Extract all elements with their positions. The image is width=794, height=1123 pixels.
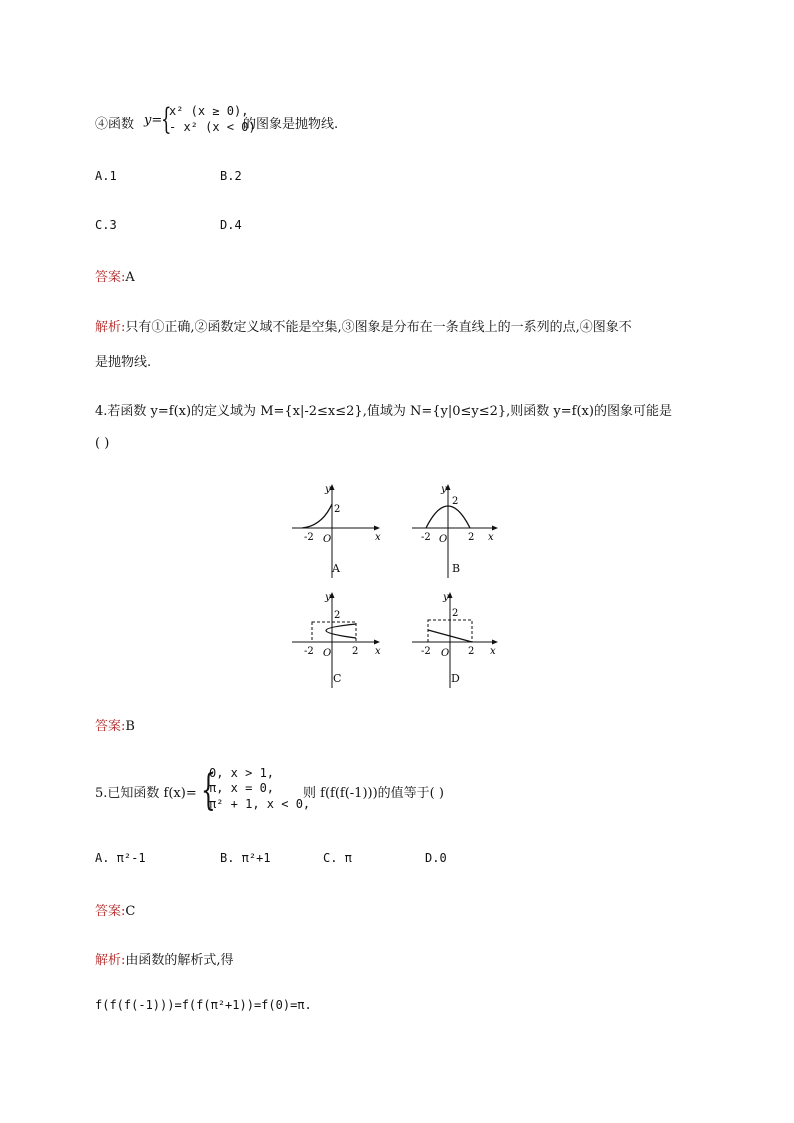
axis-x-label: x bbox=[375, 646, 381, 657]
q5-suffix: 则 f(f(f(-1)))的值等于( ) bbox=[303, 786, 444, 801]
q5-option-b: B. π²+1 bbox=[220, 851, 271, 865]
origin-label: O bbox=[323, 534, 332, 545]
y-tick-2: 2 bbox=[452, 608, 459, 619]
graph-c bbox=[288, 590, 388, 690]
q5-prefix: 5.已知函数 f(x)= bbox=[95, 786, 197, 801]
graph-a-letter: A bbox=[332, 562, 340, 575]
answer-prev bbox=[95, 266, 135, 285]
analysis-label: 解析: bbox=[95, 953, 126, 968]
axis-x-label: x bbox=[488, 532, 494, 543]
graph-d-letter: D bbox=[451, 672, 460, 685]
answer-value: C bbox=[125, 904, 136, 919]
answer-q5 bbox=[95, 900, 135, 919]
item4-case2: - x² (x < 0) bbox=[169, 120, 256, 134]
origin-label: O bbox=[441, 648, 450, 659]
y-tick-2: 2 bbox=[452, 496, 459, 507]
x-tick-neg2: -2 bbox=[421, 532, 431, 543]
q5-option-c: C. π bbox=[323, 851, 352, 865]
axis-x-label: x bbox=[375, 532, 381, 543]
option-d: D.4 bbox=[220, 218, 242, 232]
x-tick-neg2: -2 bbox=[304, 532, 314, 543]
axis-y-label: y bbox=[443, 592, 449, 603]
x-tick-2: 2 bbox=[468, 646, 475, 657]
x-tick-neg2: -2 bbox=[304, 646, 314, 657]
answer-label: 答案: bbox=[95, 270, 126, 285]
y-tick-2: 2 bbox=[334, 610, 341, 621]
q5-option-d: D.0 bbox=[425, 851, 447, 865]
answer-value: B bbox=[125, 719, 135, 734]
option-b: B.2 bbox=[220, 169, 242, 183]
x-tick-2: 2 bbox=[352, 646, 359, 657]
analysis-prev bbox=[95, 316, 632, 335]
axis-y-label: y bbox=[441, 484, 447, 495]
item4-var: y= bbox=[144, 113, 163, 128]
q5-option-a: A. π²-1 bbox=[95, 851, 146, 865]
analysis-label: 解析: bbox=[95, 320, 126, 335]
graph-d bbox=[408, 590, 508, 690]
q5-case3: π² + 1, x < 0, bbox=[209, 797, 311, 811]
answer-label: 答案: bbox=[95, 719, 126, 734]
analysis-q5 bbox=[95, 949, 234, 968]
analysis-text: 由函数的解析式,得 bbox=[125, 953, 234, 968]
answer-label: 答案: bbox=[95, 904, 126, 919]
piecewise-brace: { bbox=[201, 765, 216, 814]
q5-case2: π, x = 0, bbox=[209, 781, 275, 795]
answer-q4 bbox=[95, 715, 135, 734]
x-tick-neg2: -2 bbox=[421, 646, 431, 657]
q4-stem-line2: ( ) bbox=[95, 436, 110, 451]
axis-x-label: x bbox=[490, 646, 496, 657]
origin-label: O bbox=[439, 534, 448, 545]
origin-label: O bbox=[323, 648, 332, 659]
q5-case1: 0, x > 1, bbox=[209, 766, 275, 780]
q4-stem-line1: 4.若函数 y=f(x)的定义域为 M={x|-2≤x≤2},值域为 N={y|0≤y≤2},则函数 y=f(x)的图象可能是 bbox=[95, 404, 672, 419]
graph-c-letter: C bbox=[333, 672, 342, 685]
graph-b-letter: B bbox=[452, 562, 461, 575]
x-tick-2: 2 bbox=[468, 532, 475, 543]
option-c: C.3 bbox=[95, 218, 117, 232]
item4-case1: x² (x ≥ 0), bbox=[169, 104, 249, 118]
item4-suffix: 的图象是抛物线. bbox=[243, 117, 339, 132]
q5-equation: f(f(f(-1)))=f(f(π²+1))=f(0)=π. bbox=[95, 998, 312, 1012]
option-a: A.1 bbox=[95, 169, 117, 183]
graph-b bbox=[408, 480, 508, 580]
analysis-line2: 是抛物线. bbox=[95, 355, 152, 370]
answer-value: A bbox=[125, 270, 135, 285]
graph-a bbox=[288, 480, 388, 580]
analysis-line1: 只有①正确,②函数定义域不能是空集,③图象是分布在一条直线上的一系列的点,④图象不 bbox=[125, 320, 632, 335]
piecewise-brace: { bbox=[161, 102, 172, 137]
y-tick-2: 2 bbox=[334, 504, 341, 515]
item4-prefix: ④函数 bbox=[95, 117, 135, 132]
axis-y-label: y bbox=[325, 592, 331, 603]
axis-y-label: y bbox=[325, 484, 331, 495]
